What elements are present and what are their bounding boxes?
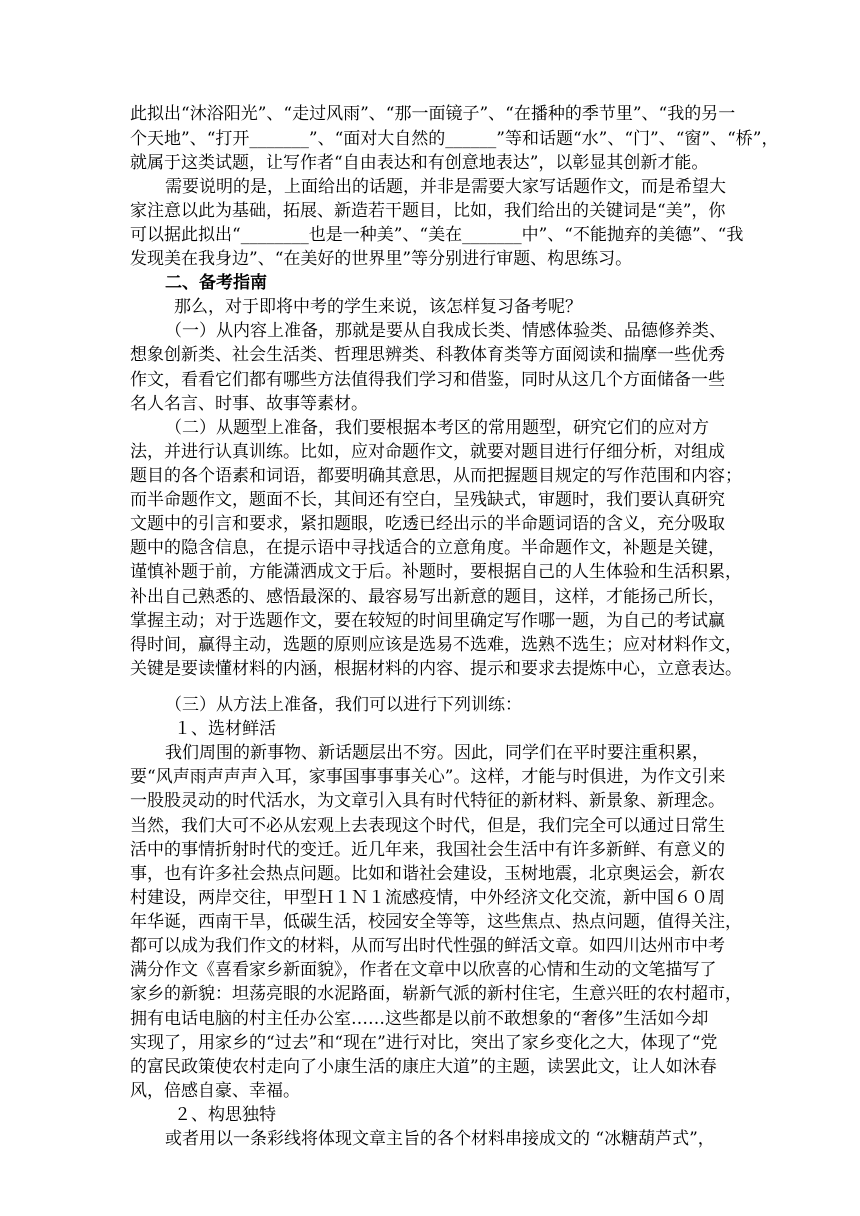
text-line: 名人名言、时事、故事等素材。 — [130, 394, 368, 414]
subsection-heading: ２、构思独特 — [174, 1105, 276, 1125]
text-line: （二）从题型上准备，我们要根据本考区的常用题型，研究它们的应对方 — [165, 418, 709, 438]
text-line: 题中的隐含信息，在提示语中寻找适合的立意角度。半命题作文，补题是关键， — [130, 538, 725, 558]
text-line: 要“风声雨声声声入耳，家事国事事事关心”。这样，才能与时俱进，为作文引来 — [130, 767, 726, 787]
text-line: （三）从方法上准备，我们可以进行下列训练： — [165, 695, 522, 715]
text-line: 都可以成为我们作文的材料，从而写出时代性强的鲜活文章。如四川达州市中考 — [130, 936, 725, 956]
text-line: （一）从内容上准备，那就是要从自我成长类、情感体验类、品德修养类、 — [165, 321, 726, 341]
text-line: 个天地”、“打开_______”、“面对大自然的______”等和话题“水”、“门”、“窗”、“桥”， — [130, 129, 779, 149]
text-line: 拥有电话电脑的村主任办公室……这些都是以前不敢想象的“奢侈”生活如今却 — [130, 1009, 709, 1029]
text-line: 而半命题作文，题面不长，其间还有空白，呈残缺式，审题时，我们要认真研究 — [130, 490, 725, 510]
text-line: 活中的事情折射时代的变迁。近几年来，我国社会生活中有许多新鲜、有意义的 — [130, 840, 725, 860]
text-line: 发现美在我身边”、“在美好的世界里”等分别进行审题、构思练习。 — [130, 249, 633, 269]
text-line: 想象创新类、社会生活类、哲理思辨类、科教体育类等方面阅读和揣摩一些优秀 — [130, 345, 725, 365]
text-line: 文题中的引言和要求，紧扣题眼，吃透已经出示的半命题词语的含义，充分吸取 — [130, 514, 725, 534]
text-line: 可以据此拟出“________也是一种美”、“美在_______中”、“不能抛弃的美德”、“我 — [130, 225, 744, 245]
text-line: 实现了，用家乡的“过去”和“现在”进行对比，突出了家乡变化之大，体现了“党 — [130, 1033, 718, 1053]
text-line: 家注意以此为基础，拓展、新造若干题目，比如，我们给出的关键词是“美”，你 — [130, 201, 726, 221]
text-line: 年华诞，西南干旱，低碳生活，校园安全等等，这些焦点、热点问题，值得关注， — [130, 912, 742, 932]
text-line: 掌握主动；对于选题作文，要在较短的时间里确定写作哪一题，为自己的考试赢 — [130, 611, 725, 631]
text-line: 得时间，赢得主动，选题的原则应该是选易不选难，选熟不选生；应对材料作文， — [130, 635, 742, 655]
text-line: 那么，对于即将中考的学生来说，该怎样复习备考呢？ — [174, 297, 582, 317]
text-line: 法，并进行认真训练。比如，应对命题作文，就要对题目进行仔细分析，对组成 — [130, 442, 725, 462]
text-line: 的富民政策使农村走向了小康生活的康庄大道”的主题，读罢此文，让人如沐春 — [130, 1057, 717, 1077]
text-line: 家乡的新貌：坦荡亮眼的水泥路面，崭新气派的新村住宅，生意兴旺的农村超市， — [130, 984, 742, 1004]
text-line: 关键是要读懂材料的内涵，根据材料的内容、提示和要求去提炼中心，立意表达。 — [130, 659, 742, 679]
text-line: 此拟出“沐浴阳光”、“走过风雨”、“那一面镜子”、“在播种的季节里”、“我的另一 — [130, 104, 736, 124]
text-line: 补出自己熟悉的、感悟最深的、最容易写出新意的题目，这样，才能扬己所长， — [130, 587, 725, 607]
text-line: 需要说明的是，上面给出的话题，并非是需要大家写话题作文，而是希望大 — [165, 177, 726, 197]
text-line: 或者用以一条彩线将体现文章主旨的各个材料串接成文的 “冰糖葫芦式”， — [165, 1129, 715, 1149]
section-heading: 二、备考指南 — [165, 273, 267, 293]
text-line: 当然，我们大可不必从宏观上去表现这个时代，但是，我们完全可以通过日常生 — [130, 816, 725, 836]
text-line: 谨慎补题于前，方能潇洒成文于后。补题时，要根据自己的人生体验和生活积累， — [130, 562, 742, 582]
text-line: 题目的各个语素和词语，都要明确其意思，从而把握题目规定的写作范围和内容； — [130, 466, 742, 486]
text-line: 就属于这类试题，让写作者“自由表达和有创意地表达”，以彰显其创新才能。 — [130, 153, 709, 173]
text-line: 一股股灵动的时代活水，为文章引入具有时代特征的新材料、新景象、新理念。 — [130, 791, 725, 811]
text-line: 我们周围的新事物、新话题层出不穷。因此，同学们在平时要注重积累， — [165, 743, 709, 763]
text-line: 风，倍感自豪、幸福。 — [130, 1081, 300, 1101]
text-line: 事，也有许多社会热点问题。比如和谐社会建设，玉树地震，北京奥运会，新农 — [130, 864, 725, 884]
text-line: 满分作文《喜看家乡新面貌》，作者在文章中以欣喜的心情和生动的文笔描写了 — [130, 960, 717, 980]
text-line: 村建设，两岸交往，甲型Ｈ１Ｎ１流感疫情，中外经济文化交流，新中国６０周 — [130, 888, 725, 908]
subsection-heading: １、选材鲜活 — [174, 719, 276, 739]
text-line: 作文，看看它们都有哪些方法值得我们学习和借鉴，同时从这几个方面储备一些 — [130, 370, 725, 390]
